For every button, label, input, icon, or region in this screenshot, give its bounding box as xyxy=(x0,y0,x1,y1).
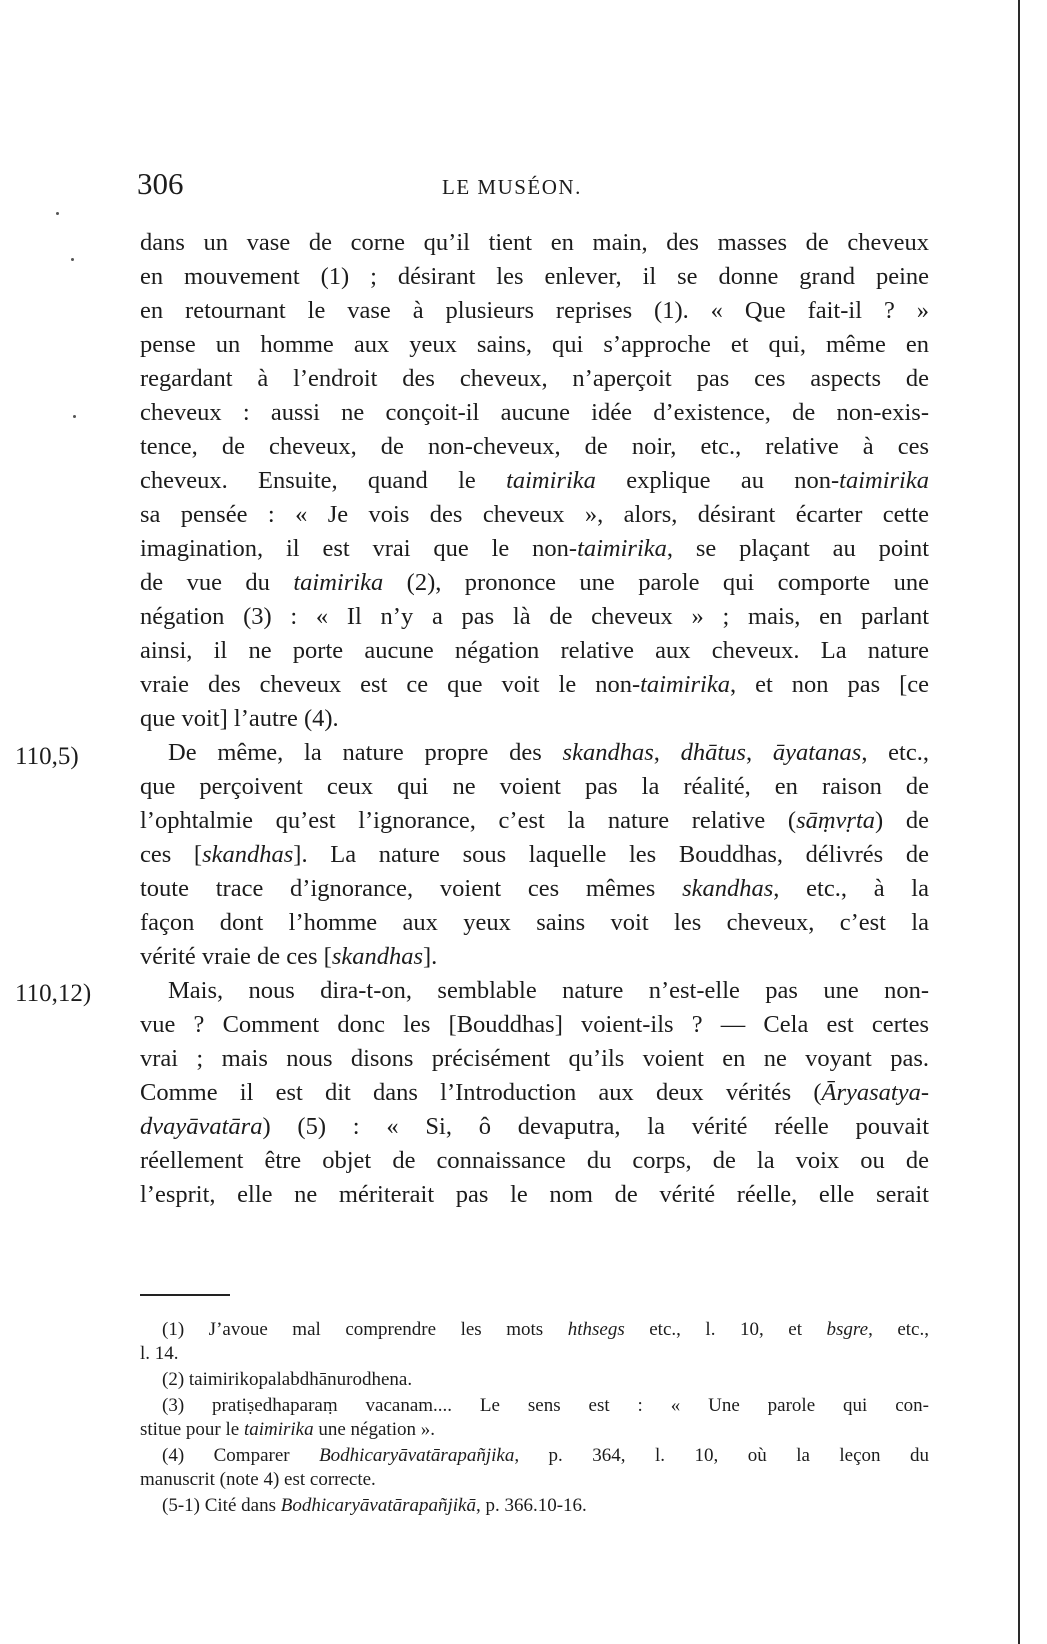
italic-term: āyatanas xyxy=(772,739,862,766)
text-line: négation (3) : « Il n’y a pas là de cheveux » ; mais, en parlant xyxy=(140,603,929,630)
text-line: cheveux : aussi ne conçoit-il aucune idée d’existence, de non-exis- xyxy=(140,399,929,426)
italic-term: skandhas xyxy=(202,841,294,868)
italic-term: skandhas xyxy=(682,875,774,902)
footnote-line: stitue pour le taimirika une négation ». xyxy=(140,1419,435,1440)
text-line: Comme il est dit dans l’Introduction aux deux vérités (Āryasatya- xyxy=(140,1079,929,1106)
footnote-line: l. 14. xyxy=(140,1343,179,1364)
italic-term: taimirika xyxy=(577,535,667,562)
italic-term: bsgre xyxy=(826,1319,869,1340)
italic-term: Bodhicaryāvatārapañjikā xyxy=(280,1495,476,1516)
text-line: pense un homme aux yeux sains, qui s’approche et qui, même en xyxy=(140,331,929,358)
text-line: De même, la nature propre des skandhas, dhātus, āyatanas, etc., xyxy=(168,739,929,766)
text-line: en mouvement (1) ; désirant les enlever, il se donne grand peine xyxy=(140,263,929,290)
text-line: de vue du taimirika (2), prononce une parole qui comporte une xyxy=(140,569,930,596)
footnote-line: (2) taimirikopalabdhānurodhena. xyxy=(162,1369,413,1390)
print-speck xyxy=(71,258,74,261)
italic-term: taimirika xyxy=(506,467,596,494)
text-line: regardant à l’endroit des cheveux, n’aperçoit pas ces aspects de xyxy=(140,365,929,392)
text-line: ainsi, il ne porte aucune négation relative aux cheveux. La nature xyxy=(140,637,929,664)
text-line: vraie des cheveux est ce que voit le non-taimirika, et non pas [ce xyxy=(140,671,930,698)
text-line: imagination, il est vrai que le non-taimirika, se plaçant au point xyxy=(140,535,930,562)
italic-term: hthsegs xyxy=(567,1319,625,1340)
text-line: sa pensée : « Je vois des cheveux », alors, désirant écarter cette xyxy=(140,501,929,528)
text-line: que perçoivent ceux qui ne voient pas la réalité, en raison de xyxy=(140,773,929,800)
footnote-line: (3) pratiṣedhaparaṃ vacanam.... Le sens est : « Une parole qui con- xyxy=(162,1395,929,1416)
italic-term: skandhas xyxy=(562,739,654,766)
text-line: en retournant le vase à plusieurs reprises (1). « Que fait-il ? » xyxy=(140,297,929,324)
italic-term: Āryasatya- xyxy=(821,1079,929,1106)
italic-term: taimirika xyxy=(243,1419,314,1440)
footnote-line: manuscrit (note 4) est correcte. xyxy=(140,1469,376,1490)
text-line: cheveux. Ensuite, quand le taimirika explique au non-taimirika xyxy=(140,467,929,494)
italic-term: sāṃvṛta xyxy=(796,807,876,834)
text-line: dvayāvatāra) (5) : « Si, ô devaputra, la vérité réelle pouvait xyxy=(140,1113,929,1140)
running-head: LE MUSÉON. xyxy=(442,175,582,199)
text-line: vue ? Comment donc les [Bouddhas] voient-ils ? — Cela est certes xyxy=(140,1011,929,1038)
print-speck xyxy=(56,212,59,215)
text-line: réellement être objet de connaissance du corps, de la voix ou de xyxy=(140,1147,929,1174)
footnote-line: (5-1) Cité dans Bodhicaryāvatārapañjikā, p. 366.10-16. xyxy=(162,1495,587,1516)
text-line: ces [skandhas]. La nature sous laquelle les Bouddhas, délivrés de xyxy=(140,841,929,868)
text-line: tence, de cheveux, de non-cheveux, de noir, etc., relative à ces xyxy=(140,433,929,460)
text-line: l’esprit, elle ne mériterait pas le nom de vérité réelle, elle serait xyxy=(140,1181,929,1208)
margin-reference: 110,5) xyxy=(15,743,79,770)
footnote-separator xyxy=(140,1294,230,1296)
italic-term: dvayāvatāra xyxy=(140,1113,263,1140)
text-line: vérité vraie de ces [skandhas]. xyxy=(140,943,438,970)
italic-term: taimirika xyxy=(640,671,730,698)
footnote-line: (4) Comparer Bodhicaryāvatārapañjika, p. 364, l. 10, où la leçon du xyxy=(162,1445,929,1466)
page-binding-edge xyxy=(1018,0,1020,1644)
print-speck xyxy=(73,415,76,418)
footnote-line: (1) J’avoue mal comprendre les mots hthsegs etc., l. 10, et bsgre, etc., xyxy=(162,1319,929,1340)
text-line: Mais, nous dira-t-on, semblable nature n’est-elle pas une non- xyxy=(168,977,929,1004)
text-line: que voit] l’autre (4). xyxy=(140,705,339,732)
margin-reference: 110,12) xyxy=(15,980,92,1007)
text-line: toute trace d’ignorance, voient ces mêmes skandhas, etc., à la xyxy=(140,875,929,902)
italic-term: Bodhicaryāvatārapañjika xyxy=(319,1445,515,1466)
italic-term: skandhas xyxy=(331,943,424,970)
text-line: façon dont l’homme aux yeux sains voit les cheveux, c’est la xyxy=(140,909,929,936)
italic-term: taimirika xyxy=(839,467,929,494)
text-line: dans un vase de corne qu’il tient en main, des masses de cheveux xyxy=(140,229,929,256)
italic-term: taimirika xyxy=(293,569,384,596)
text-line: vrai ; mais nous disons précisément qu’ils voient en ne voyant pas. xyxy=(140,1045,929,1072)
italic-term: dhātus xyxy=(680,739,746,766)
text-line: l’ophtalmie qu’est l’ignorance, c’est la nature relative (sāṃvṛta) de xyxy=(140,807,929,834)
page-number: 306 xyxy=(137,166,184,201)
